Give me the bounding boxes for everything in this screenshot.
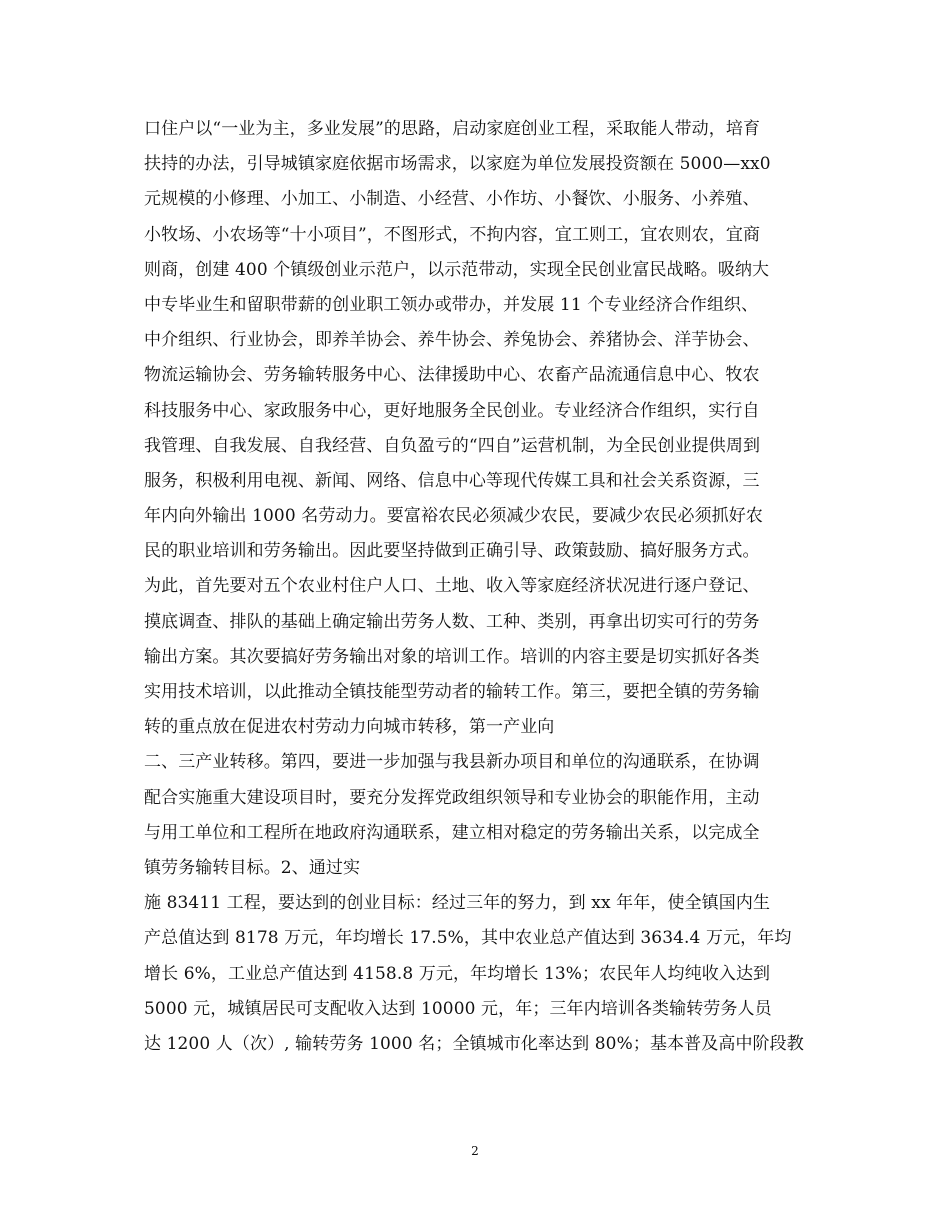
text-line: 则商，创建 400 个镇级创业示范户，以示范带动，实现全民创业富民战略。吸纳大 [144,259,770,280]
text-line: 科技服务中心、家政服务中心，更好地服务全民创业。专业经济合作组织，实行自 [144,400,760,421]
text-line: 中专毕业生和留职带薪的创业职工领办或带办，并发展 11 个专业经济合作组织、 [144,294,759,315]
text-line: 达 1200 人（次）, 输转劳务 1000 名；全镇城市化率达到 80%；基本普及高中阶段教 [144,1033,804,1054]
text-line: 5000 元，城镇居民可支配收入达到 10000 元，年；三年内培训各类输转劳务人员 [144,998,772,1019]
text-line: 中介组织、行业协会，即养羊协会、养牛协会、养兔协会、养猪协会、洋芋协会、 [144,330,760,351]
text-line: 民的职业培训和劳务输出。因此要坚持做到正确引导、政策鼓励、搞好服务方式。 [144,541,760,562]
text-line: 我管理、自我发展、自我经营、自负盈亏的“四自”运营机制，为全民创业提供周到 [144,435,761,456]
text-line: 增长 6%，工业总产值达到 4158.8 万元，年均增长 13%；农民年人均纯收入达到 [144,963,771,984]
text-line: 实用技术培训，以此推动全镇技能型劳动者的输转工作。第三，要把全镇的劳务输 [144,682,760,702]
text-line: 配合实施重大建设项目时，要充分发挥党政组织领导和专业协会的职能作用，主动 [144,787,760,808]
text-line: 服务，积极利用电视、新闻、网络、信息中心等现代传媒工具和社会关系资源，三 [144,470,760,491]
text-line: 为此，首先要对五个农业村住户人口、土地、收入等家庭经济状况进行逐户登记、 [144,576,760,597]
text-line: 小牧场、小农场等“十小项目”，不图形式，不拘内容，宜工则工，宜农则农，宜商 [144,224,761,245]
text-line: 物流运输协会、劳务输转服务中心、法律援助中心、农畜产品流通信息中心、牧农 [144,365,760,386]
text-line: 产总值达到 8178 万元，年均增长 17.5%，其中农业总产值达到 3634.4 万元，年均 [144,928,792,949]
text-line: 二、三产业转移。第四，要进一步加强与我县新办项目和单位的沟通联系，在协调 [144,752,760,773]
text-line: 输出方案。其次要搞好劳务输出对象的培训工作。培训的内容主要是切实抓好各类 [144,646,760,667]
text-line: 口住户以“一业为主，多业发展”的思路，启动家庭创业工程，采取能人带动，培育 [144,119,761,139]
text-line: 转的重点放在促进农村劳动力向城市转移，第一产业向 [144,717,555,738]
text-line: 与用工单位和工程所在地政府沟通联系，建立相对稳定的劳务输出关系，以完成全 [144,822,760,843]
text-line: 镇劳务输转目标。2、通过实 [144,857,361,878]
text-line: 摸底调查、排队的基础上确定输出劳务人数、工种、类别，再拿出切实可行的劳务 [144,611,760,632]
text-line: 年内向外输出 1000 名劳动力。要富裕农民必须减少农民，要减少农民必须抓好农 [144,506,763,527]
text-line: 扶持的办法，引导城镇家庭依据市场需求，以家庭为单位发展投资额在 5000—xx0 [144,154,771,175]
text-line: 元规模的小修理、小加工、小制造、小经营、小作坊、小餐饮、小服务、小养殖、 [144,189,760,210]
page-number: 2 [471,1144,479,1158]
text-line: 施 83411 工程，要达到的创业目标：经过三年的努力，到 xx 年年，使全镇国内生 [144,893,771,914]
body-text [144,112,814,1062]
